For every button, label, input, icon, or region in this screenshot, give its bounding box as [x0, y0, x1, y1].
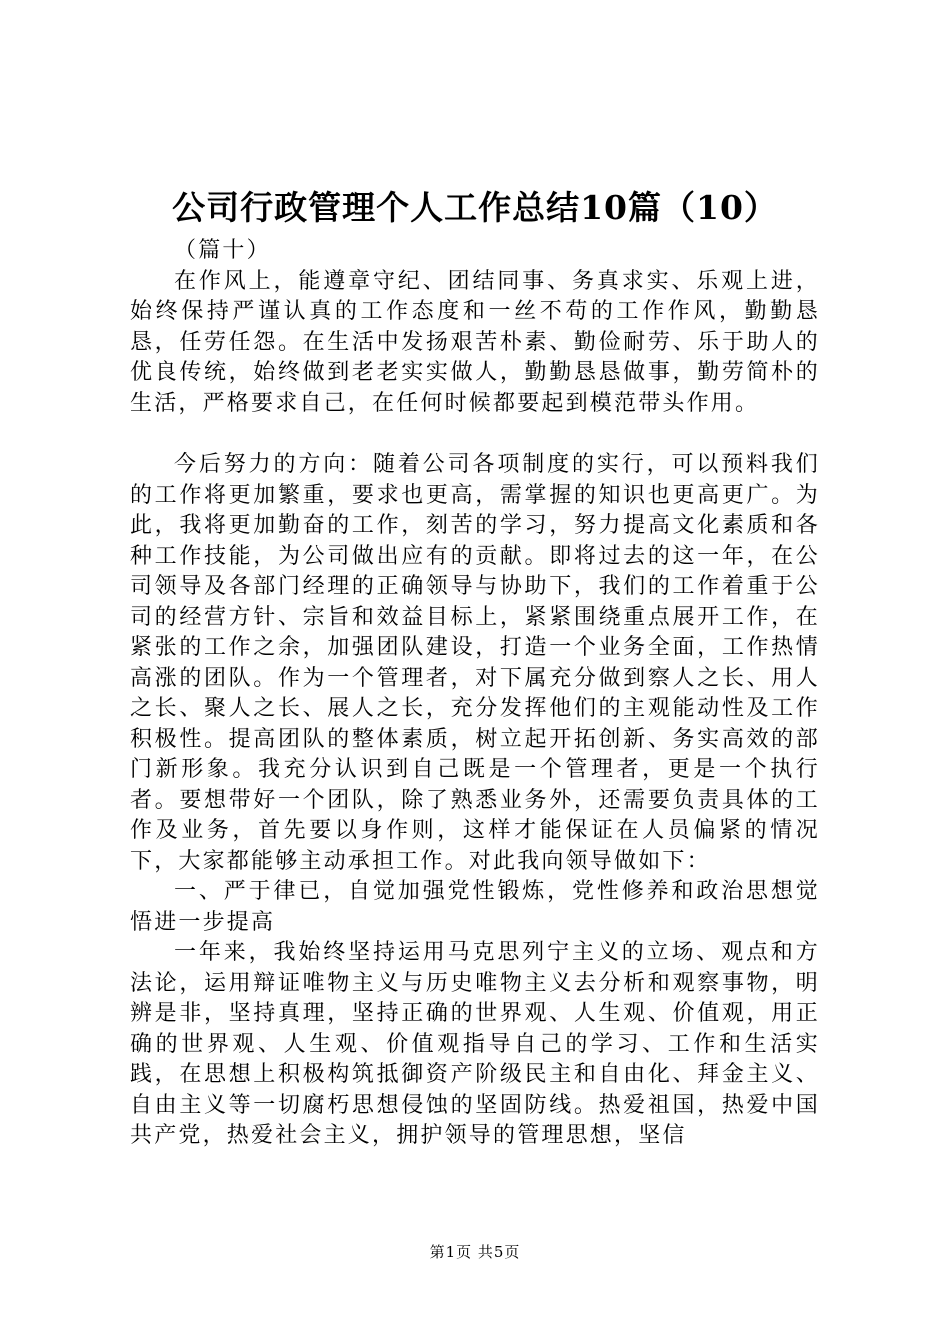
body-paragraph: 一年来，我始终坚持运用马克思列宁主义的立场、观点和方法论，运用辩证唯物主义与历史唯物主义去分析和观察事物，明辨是非，坚持真理，坚持正确的世界观、人生观、价值观，用正确的世界观、人生观、价值观指导自己的学习、工作和生活实践，在思想上积极构筑抵御资产阶级民主和自由化、拜金主义、自由主义等一切腐朽思想侵蚀的坚固防线。热爱祖国，热爱中国共产党，热爱社会主义，拥护领导的管理思想，坚信 [130, 940, 820, 1148]
section-subtitle: （篇十） [174, 238, 271, 263]
document-body [130, 236, 820, 1152]
document-title: 公司行政管理个人工作总结10篇（10） [172, 188, 778, 227]
body-paragraph: 今后努力的方向：随着公司各项制度的实行，可以预料我们的工作将更加繁重，要求也更高，需掌握的知识也更高更广。为此，我将更加勤奋的工作，刻苦的学习，努力提高文化素质和各种工作技能，为公司做出应有的贡献。即将过去的这一年，在公司领导及各部门经理的正确领导与协助下，我们的工作着重于公司的经营方针、宗旨和效益目标上，紧紧围绕重点展开工作，在紧张的工作之余，加强团队建设，打造一个业务全面，工作热情高涨的团队。作为一个管理者，对下属充分做到察人之长、用人之长、聚人之长、展人之长，充分发挥他们的主观能动性及工作积极性。提高团队的整体素质，树立起开拓创新、务实高效的部门新形象。我充分认识到自己既是一个管理者，更是一个执行者。要想带好一个团队，除了熟悉业务外，还需要负责具体的工作及业务，首先要以身作则，这样才能保证在人员偏紧的情况下，大家都能够主动承担工作。对此我向领导做如下： [130, 452, 820, 874]
body-paragraph: 在作风上，能遵章守纪、团结同事、务真求实、乐观上进，始终保持严谨认真的工作态度和一丝不苟的工作作风，勤勤恳恳，任劳任怨。在生活中发扬艰苦朴素、勤俭耐劳、乐于助人的优良传统，始终做到老老实实做人，勤勤恳恳做事，勤劳简朴的生活，严格要求自己，在任何时候都要起到模范带头作用。 [130, 268, 820, 416]
section-heading: 一、严于律已，自觉加强党性锻炼，党性修养和政治思想觉悟进一步提高 [130, 879, 820, 935]
page-number-footer: 第1页 共5页 [429, 1243, 521, 1261]
